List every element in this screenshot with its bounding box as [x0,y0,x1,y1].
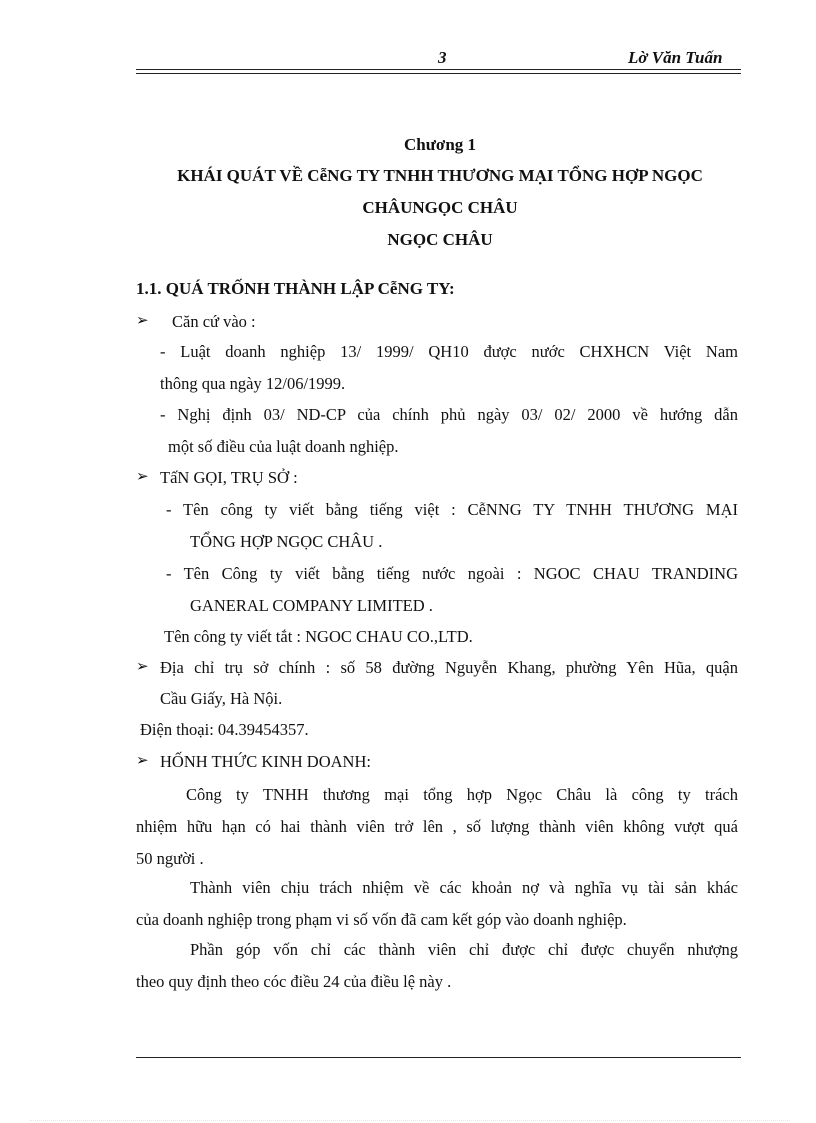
arrow-bullet-icon: ➢ [136,657,149,675]
business-form-label: HỐNH THỨC KINH DOANH: [160,752,371,771]
business-p3-line1: Phần góp vốn chỉ các thành viên chỉ được chỉ được chuyển nhượng [190,940,738,959]
basis-item2-line1: - Nghị định 03/ ND-CP của chính phủ ngày 03/ 02/ 2000 về hướng dẫn [160,405,738,424]
business-p1-line2: nhiệm hữu hạn có hai thành viên trở lên , số lượng thành viên không vượt quá [136,817,738,836]
header-rule-bottom [136,73,741,74]
chapter-label: Chương 1 [403,135,477,154]
foreign-name-line2: GANERAL COMPANY LIMITED . [190,596,433,615]
chapter-title-line3: NGỌC CHÂU [387,230,493,249]
basis-item1-line2: thông qua ngày 12/06/1999. [160,374,346,393]
author-name: Lờ Văn Tuấn [628,48,723,67]
basis-item1-line1: - Luật doanh nghiệp 13/ 1999/ QH10 được nước CHXHCN Việt Nam [160,342,738,361]
foreign-name-line1: - Tên Công ty viết bằng tiếng nước ngoài : NGOC CHAU TRANDING [166,564,738,583]
basis-item2-line2: một số điều của luật doanh nghiệp. [168,437,399,456]
page-bottom-dotted-edge [30,1120,790,1121]
chapter-title-line2: CHÂUNGỌC CHÂU [362,198,518,217]
footer-rule [136,1057,741,1058]
short-name: Tên công ty viết tắt : NGOC CHAU CO.,LTD. [164,627,473,646]
phone-number: Điện thoại: 04.39454357. [140,720,309,739]
address-line1: Địa chỉ trụ sở chính : số 58 đường Nguyễn Khang, phường Yên Hũa, quận [160,658,738,677]
section-heading: 1.1. QUÁ TRỐNH THÀNH LẬP CễNG TY: [136,279,455,298]
business-p3-line2: theo quy định theo cóc điều 24 của điều lệ này . [136,972,452,991]
arrow-bullet-icon: ➢ [136,751,149,769]
business-p2-line1: Thành viên chịu trách nhiệm về các khoản nợ và nghĩa vụ tài sản khác [190,878,738,897]
business-p1-line1: Công ty TNHH thương mại tổng hợp Ngọc Châu là công ty trách [186,785,738,804]
vn-name-line2: TỔNG HỢP NGỌC CHÂU . [190,532,383,551]
arrow-bullet-icon: ➢ [136,311,149,329]
basis-label: Căn cứ vào : [172,312,256,331]
vn-name-line1: - Tên công ty viết bằng tiếng việt : CễNNG TY TNHH THƯƠNG MẠI [166,500,738,519]
name-office-label: TấN GỌI, TRỤ SỞ : [160,468,298,487]
business-p1-line3: 50 người . [136,849,204,868]
page-number: 3 [438,48,447,67]
header-rule-top [136,69,741,70]
arrow-bullet-icon: ➢ [136,467,149,485]
business-p2-line2: của doanh nghiệp trong phạm vi số vốn đã cam kết góp vào doanh nghiệp. [136,910,627,929]
chapter-title-line1: KHÁI QUÁT VỀ CễNG TY TNHH THƯƠNG MẠI TỔNG HỢP NGỌC [177,166,703,185]
address-line2: Cầu Giấy, Hà Nội. [160,689,283,708]
